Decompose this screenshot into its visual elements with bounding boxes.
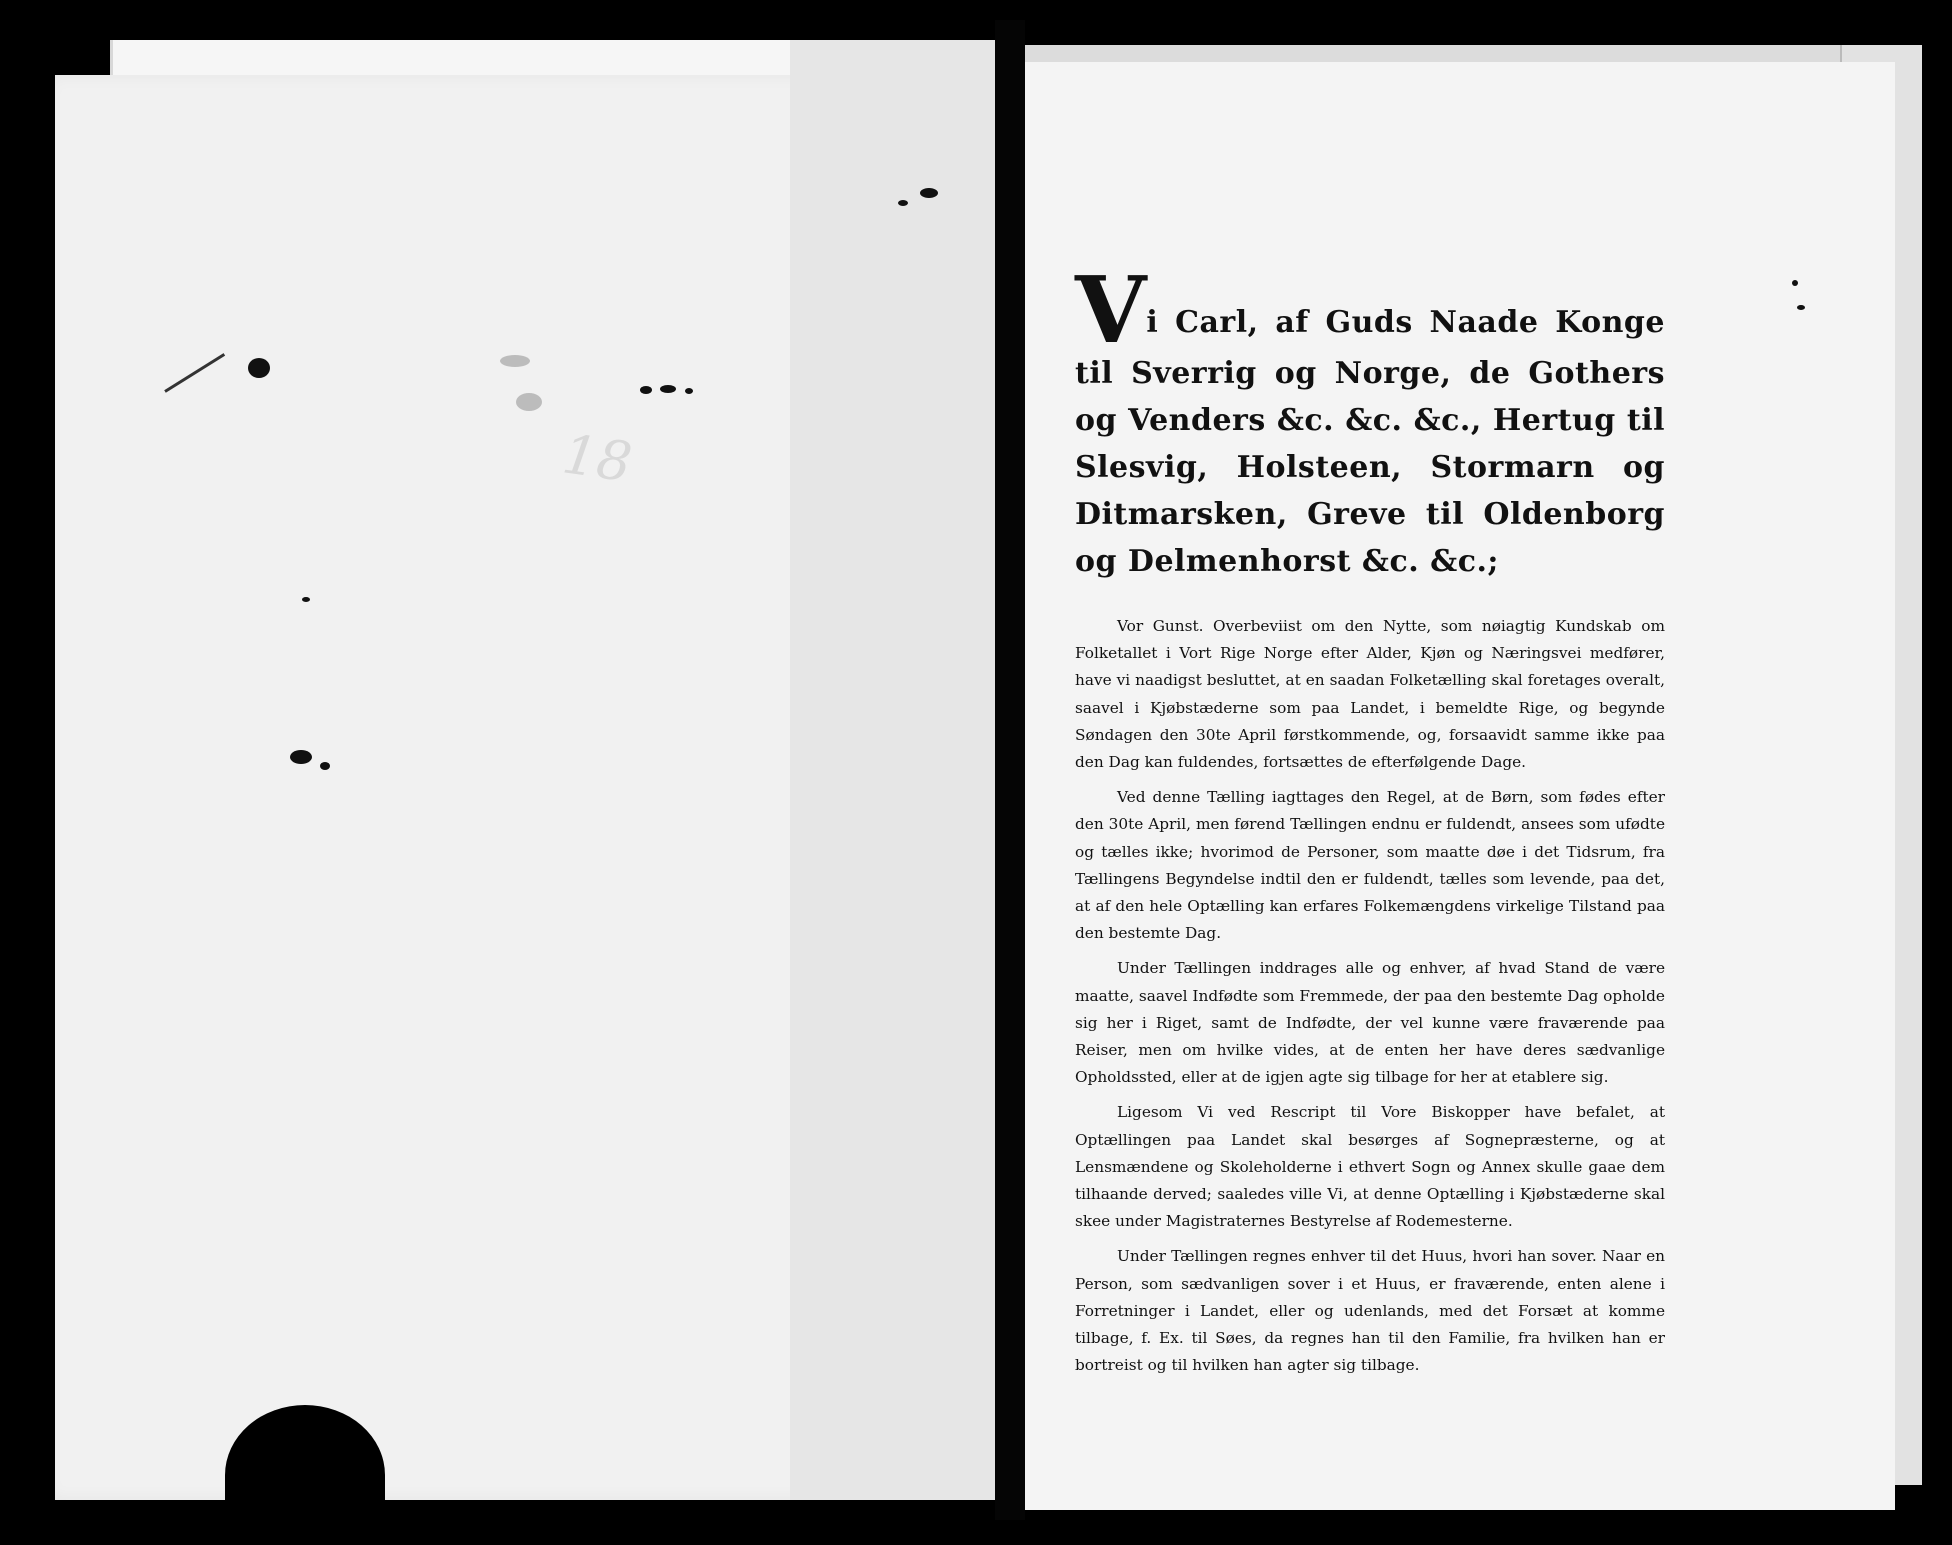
ink-blot	[1797, 305, 1805, 310]
drop-cap: V	[1075, 256, 1147, 364]
ink-blot	[660, 385, 676, 393]
ink-blot	[320, 762, 330, 770]
paragraph: Ligesom Vi ved Rescript til Vore Biskopper have befalet, at Optællingen paa Landet skal besørges af Sognepræsterne, og at Lensmændene og Skoleholderne i ethvert Sogn og Annex skulle gaae dem tilhaande derved; saaledes ville Vi, at denne Optælling i Kjøbstæderne skal skee under Magistraternes Bestyrelse af Rodemesterne.	[1075, 1103, 1665, 1231]
ink-blot	[1792, 280, 1798, 286]
ink-blot	[640, 386, 652, 394]
paragraph: Vor Gunst. Overbeviist om den Nytte, som nøiagtig Kundskab om Folketallet i Vort Rige Norge efter Alder, Kjøn og Næringsvei medfører, have vi naadigst besluttet, at en saadan Folketælling skal foretages overalt, saavel i Kjøbstæderne som paa Landet, i bemeldte Rige, og begynde Søndagen den 30te April førstkommende, og, forsaavidt samme ikke paa den Dag kan fuldendes, fortsættes de efterfølgende Dage.	[1075, 617, 1665, 772]
paragraph: Under Tællingen regnes enhver til det Huus, hvori han sover. Naar en Person, som sædvanligen sover i et Huus, er fraværende, enten alene i Forretninger i Landet, eller og udenlands, med det Forsæt at komme tilbage, f. Ex. til Søes, da regnes han til den Familie, fra hvilken han er bortreist og til hvilken han agter sig tilbage.	[1075, 1247, 1665, 1375]
proclamation-text	[1075, 256, 1665, 1379]
ink-blot	[248, 358, 270, 378]
ink-blot	[302, 597, 310, 602]
faint-stain	[500, 355, 530, 367]
book-gutter	[995, 20, 1025, 1520]
ink-blot	[290, 750, 312, 764]
left-page-fold	[790, 40, 1000, 1500]
paragraph: Under Tællingen inddrages alle og enhver, af hvad Stand de være maatte, saavel Indfødte som Fremmede, der paa den bestemte Dag opholde sig her i Riget, samt de Indfødte, der vel kunne være fraværende paa Reiser, men om hvilke vides, at de enten her have deres sædvanlige Opholdssted, eller at de igjen agte sig tilbage for her at etablere sig.	[1075, 959, 1665, 1087]
ink-blot	[898, 200, 908, 206]
faint-stain	[516, 393, 542, 411]
ink-blot	[920, 188, 938, 198]
ink-blot	[685, 388, 693, 394]
headline	[1075, 256, 1665, 585]
thumb-shadow	[225, 1405, 385, 1545]
headline-text: i Carl, af Guds Naade Konge til Sverrig og Norge, de Gothers og Venders &c. &c. &c., Hertug til Slesvig, Holsteen, Stormarn og Ditmarsken, Greve til Oldenborg og Delmenhorst &c. &c.;	[1075, 305, 1665, 579]
paragraph: Ved denne Tælling iagttages den Regel, at de Børn, som fødes efter den 30te April, men førend Tællingen endnu er fuldendt, ansees som ufødte og tælles ikke; hvorimod de Personer, som maatte døe i det Tidsrum, fra Tællingens Begyndelse indtil den er fuldendt, tælles som levende, paa det, at af den hele Optælling kan erfares Folkemængdens virkelige Tilstand paa den bestemte Dag.	[1075, 788, 1665, 943]
faint-handwriting: 18	[558, 422, 636, 495]
